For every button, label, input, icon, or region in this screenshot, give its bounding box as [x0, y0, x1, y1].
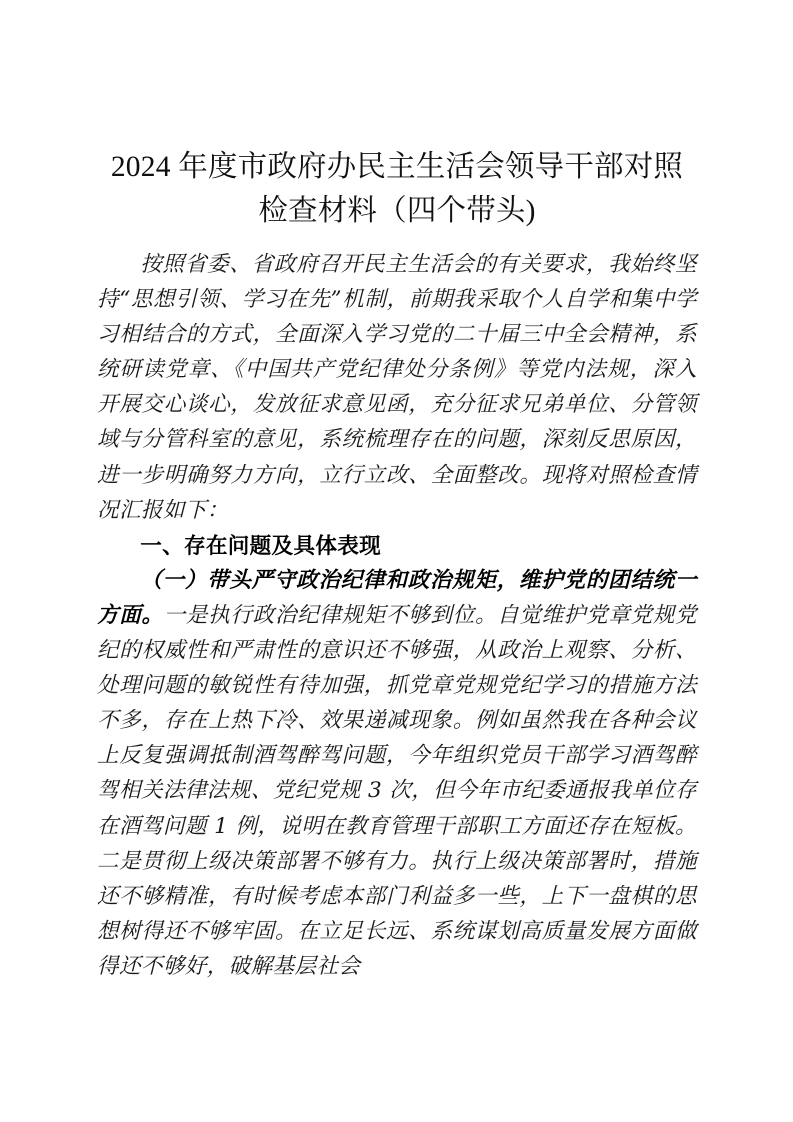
subsection-body-1-1: 一是执行政治纪律规矩不够到位。自觉维护党章党规党纪的权威性和严肃性的意识还不够强，从政治上观察、分析、处理问题的敏锐性有待加强，抓党章党规党纪学习的措施方法不多，存在上热下冷、效果递减现象。例如虽然我在各种会议上反复强调抵制酒驾醉驾问题，今年组织党员干部学习酒驾醉驾相关法律法规、党纪党规 3 次，但今年市纪委通报我单位存在酒驾问题 1 例，说明在教育管理干部职工方面还存在短板。二是贯彻上级决策部署不够有力。执行上级决策部署时，措施还不够精准，有时候考虑本部门利益多一些，上下一盘棋的思想树得还不够牢固。在立足长远、系统谋划高质量发展方面做得还不够好，破解基层社会: [97, 602, 697, 979]
title-line-2: 检查材料（四个带头): [258, 195, 536, 227]
page-title: [97, 145, 697, 233]
paragraph-intro: 按照省委、省政府召开民主生活会的有关要求，我始终坚持“思想引领、学习在先”机制，前期我采取个人自学和集中学习相结合的方式，全面深入学习党的二十届三中全会精神，系统研读党章、《中国共产党纪律处分条例》等党内法规，深入开展交心谈心，发放征求意见函，充分征求兄弟单位、分管领域与分管科室的意见，系统梳理存在的问题，深刻反思原因，进一步明确努力方向，立行立改、全面整改。现将对照检查情况汇报如下：: [97, 252, 697, 523]
subsection-lead-1-1: （一）带头严守政治纪律和政治规矩，维护党的团结统一方面。: [97, 567, 697, 628]
section-heading-1: 一、存在问题及具体表现: [140, 532, 382, 558]
title-line-1: 2024 年度市政府办民主生活会领导干部对照: [110, 151, 684, 183]
page-content: [97, 145, 697, 984]
paragraph-section-1-1: [97, 563, 697, 984]
